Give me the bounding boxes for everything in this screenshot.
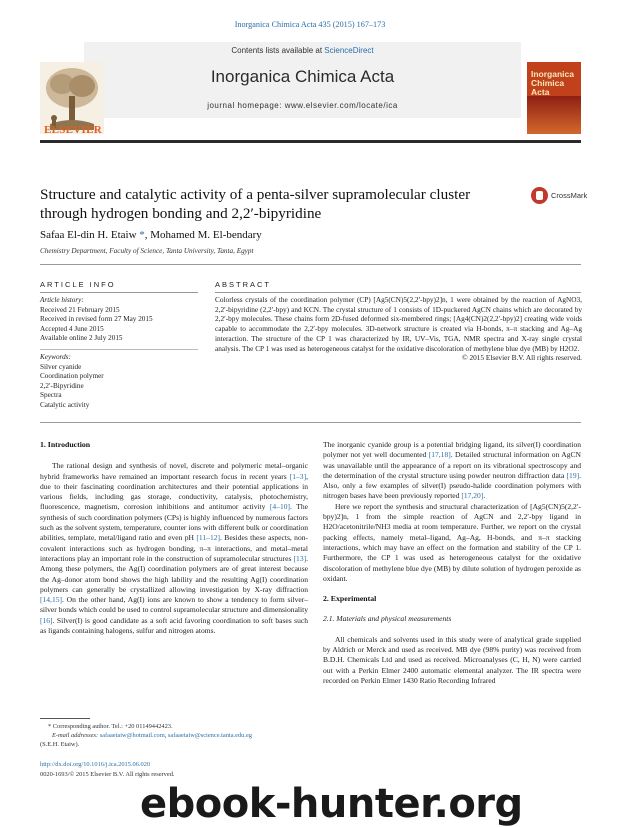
- title-rule: [40, 264, 581, 265]
- right-column: [323, 440, 581, 686]
- citation-link[interactable]: [19]: [566, 470, 580, 480]
- author-list: [40, 229, 262, 241]
- email-label: E-mail addresses:: [52, 732, 100, 739]
- doi-link[interactable]: http://dx.doi.org/10.1016/j.ica.2015.06.020: [40, 761, 151, 768]
- intro-paragraph: [40, 461, 308, 636]
- abstract-end-rule: [40, 422, 581, 423]
- cover-title: [531, 70, 577, 97]
- materials-subheading: 2.1. Materials and physical measurements: [323, 614, 452, 624]
- article-info-heading: ARTICLE INFO: [40, 280, 116, 289]
- journal-cover-image: [527, 62, 581, 134]
- text-run: , due to their fascinating coordination architectures and their potential applications in various fields, including gas storage, conductivity, catalysis, photochemistry, fluorescence, magnetism, corrosion inhibitions and antitumor activity: [40, 471, 308, 512]
- author-1: Safaa El-din H. Etaiw: [40, 229, 137, 241]
- journal-citation[interactable]: Inorganica Chimica Acta 435 (2015) 167–173: [234, 20, 386, 29]
- email-link[interactable]: safaaetaiw@hotmail.com: [99, 732, 165, 739]
- journal-name: Inorganica Chimica Acta: [210, 67, 395, 86]
- crossmark-badge[interactable]: [531, 186, 589, 206]
- citation-link[interactable]: [13]: [293, 553, 307, 563]
- citation-link[interactable]: [17,18]: [428, 450, 451, 460]
- header-rule: [40, 140, 581, 143]
- cover-title-line1: Inorganica: [531, 69, 574, 79]
- experimental-heading: 2. Experimental: [323, 594, 377, 604]
- history-item: Accepted 4 June 2015: [40, 324, 104, 333]
- footnote-rule: [40, 718, 90, 719]
- citation-link[interactable]: [4–10]: [269, 502, 291, 512]
- author-2: , Mohamed M. El-bendary: [144, 229, 262, 241]
- text-run: . Among these polymers, the Ag(I) coordination polymers are of great interest because the Ag–donor atom bond shows the high lability and the resulting Ag(I) coordination polymers can generally be crystallized allowing investigation by X-ray diffraction: [40, 553, 308, 594]
- cover-band: [527, 96, 581, 134]
- keywords-rule: [40, 349, 198, 350]
- article-title: Structure and catalytic activity of a penta-silver supramolecular cluster through hydrogen bonding and 2,2′-bipyridine: [40, 186, 471, 222]
- publisher-name: ELSEVIER: [43, 124, 103, 136]
- keyword: Coordination polymer: [40, 372, 104, 381]
- citation-link[interactable]: [1–3]: [289, 471, 307, 481]
- corresponding-author-note: * Corresponding author. Tel.: +20 01149442423.: [48, 723, 173, 730]
- text-run: . The synthesis of such coordination polymers (CPs) is highly influenced by numerous factors such as the solvent system, temperature, counter ions with different bulk or coordination abilities, template, metal/ligand ratio and even pH: [40, 502, 308, 543]
- text-run: .: [483, 491, 486, 501]
- article-history: [40, 296, 200, 344]
- corresponding-author-mark[interactable]: *: [136, 229, 145, 241]
- contents-line: [84, 46, 521, 55]
- history-item: Received 21 February 2015: [40, 305, 120, 314]
- keyword: 2,2′-Bipyridine: [40, 381, 84, 390]
- keywords-label: Keywords:: [40, 353, 71, 361]
- author-initials: (S.E.H. Etaiw).: [40, 741, 80, 748]
- citation-link[interactable]: [11–12]: [196, 533, 221, 543]
- crossmark-label: CrossMark: [551, 191, 588, 200]
- keywords: [40, 353, 200, 411]
- keyword: Spectra: [40, 391, 62, 400]
- text-run: The rational design and synthesis of novel, discrete and polymeric metal–organic hybrid frameworks have remained an important research focus in recent years: [40, 461, 308, 481]
- separator: ,: [164, 732, 168, 739]
- keyword: Silver cyanide: [40, 362, 82, 371]
- text-run: . Detailed structural information on AgCN was unavailable until the appearance of a report on its vibrational spectroscopy and the determination of the crystal structure using powder neutron diffraction data: [323, 450, 581, 480]
- body-paragraph: Here we report the synthesis and structural characterization of [Ag5(CN)5(2,2′-bpy)2]n, 1 from the simple reaction of AgCN and 2,2′-bpy ligand in H2O/acetonitrile/NH3 media at room temperature. Further, we report on the crystal packing effects, namely metal–ligand, Ag–Ag, H-bonds, and π–π stacking interactions, which may have an effect on the formation and stability of the CP 1. Furthermore, the CP 1 was used as heterogeneous catalyst for the oxidative discoloration of methylene blue dye (MB) by dilute solution of hydrogen peroxide as oxidant.: [323, 501, 581, 583]
- journal-homepage[interactable]: journal homepage: www.elsevier.com/locate/ica: [207, 101, 398, 110]
- cover-title-line2: Chimica Acta: [531, 78, 565, 97]
- sciencedirect-link[interactable]: ScienceDirect: [324, 46, 374, 55]
- footnote: [40, 722, 310, 749]
- text-run: . Also, only a few examples of silver(I) pseudo-halide coordination polymers with nitrogen bases have been previously reported: [323, 470, 581, 501]
- body-paragraph: [323, 440, 581, 502]
- text-run: . Silver(I) is good candidate as a soft acid favoring coordination to soft bases such as ligands containing halogens, sulfur and nitrogen atoms.: [40, 615, 308, 636]
- watermark: ebook-hunter.org: [140, 781, 523, 827]
- citation-link[interactable]: [16]: [40, 615, 53, 625]
- email-line: [40, 731, 310, 740]
- left-column: [40, 440, 308, 636]
- history-item: Available online 2 July 2015: [40, 334, 123, 343]
- text-run: . On the other hand, Ag(I) ions are known to show a tendency to form silver–silver bonds which could be used to control supramolecular structure and dimensionality: [40, 595, 308, 615]
- history-item: Received in revised form 27 May 2015: [40, 315, 153, 324]
- issn-copyright: 0020-1693/© 2015 Elsevier B.V. All rights reserved.: [40, 771, 175, 778]
- abstract-text: Colorless crystals of the coordination polymer (CP) [Ag5(CN)5(2,2′-bpy)2]n, 1 were obtained by the reaction of AgNO3, 2,2′-bipyridine (2,2′-bpy) and KCN. The crystal structure of 1 consists of 1D-puckered AgCN chains which are decorated by 2,2′-bpy molecules. These chains form 2D-fused deformed six-membered rings; [Ag4(CN)2(2,2′-bpy)2] creating wide voids capable to accommodate the 2,2′-bpy molecules. 3D-network structure is created via H-bonds, π–π stacking and Ag–Ag interaction. The structure of the CP 1 was characterized by IR, UV–Vis, TGA, NMR spectra and X-ray single crystal analysis. The CP 1 was used as heterogeneous catalyst for the oxidative discoloration of methylene blue dye (MB) by H2O2.: [215, 295, 582, 353]
- body-paragraph: All chemicals and solvents used in this study were of analytical grade supplied by Aldrich or Merck and used as received. MB dye (98% purity) was received from B.D.H. Chemicals Ltd and used as received. Microanalyses (C, H, N) were carried out with a Perkin Elmer 2400 automatic elemental analyzer. The IR spectra were recorded on Perkin Elmer 1430 Ratio Recording Infrared: [323, 634, 581, 685]
- citation-link[interactable]: [14,15]: [40, 595, 63, 605]
- article-info-rule: [40, 292, 198, 293]
- abstract-copyright: © 2015 Elsevier B.V. All rights reserved.: [462, 353, 582, 363]
- introduction-heading: 1. Introduction: [40, 440, 91, 449]
- affiliation: Chemistry Department, Faculty of Science, Tanta University, Tanta, Egypt: [40, 247, 254, 255]
- abstract-rule: [215, 292, 581, 293]
- history-label: Article history:: [40, 296, 84, 304]
- contents-prefix: Contents lists available at: [231, 46, 325, 55]
- text-run: . Besides these aspects, non-covalent interactions such as hydrogen bonding, π–π interactions, and metal–metal interactions play an important role in the construction of supramolecular structures: [40, 533, 309, 563]
- citation-link[interactable]: [17,20]: [461, 491, 484, 501]
- text-run: The inorganic cyanide group is a potential bridging ligand, its silver(I) coordination polymer not yet well documented: [323, 440, 581, 460]
- keyword: Catalytic activity: [40, 400, 90, 409]
- crossmark-icon: [531, 187, 548, 204]
- email-link[interactable]: safaaetaiw@science.tanta.edu.eg: [167, 732, 252, 739]
- abstract-heading: ABSTRACT: [215, 280, 272, 289]
- abstract-body: [215, 295, 582, 363]
